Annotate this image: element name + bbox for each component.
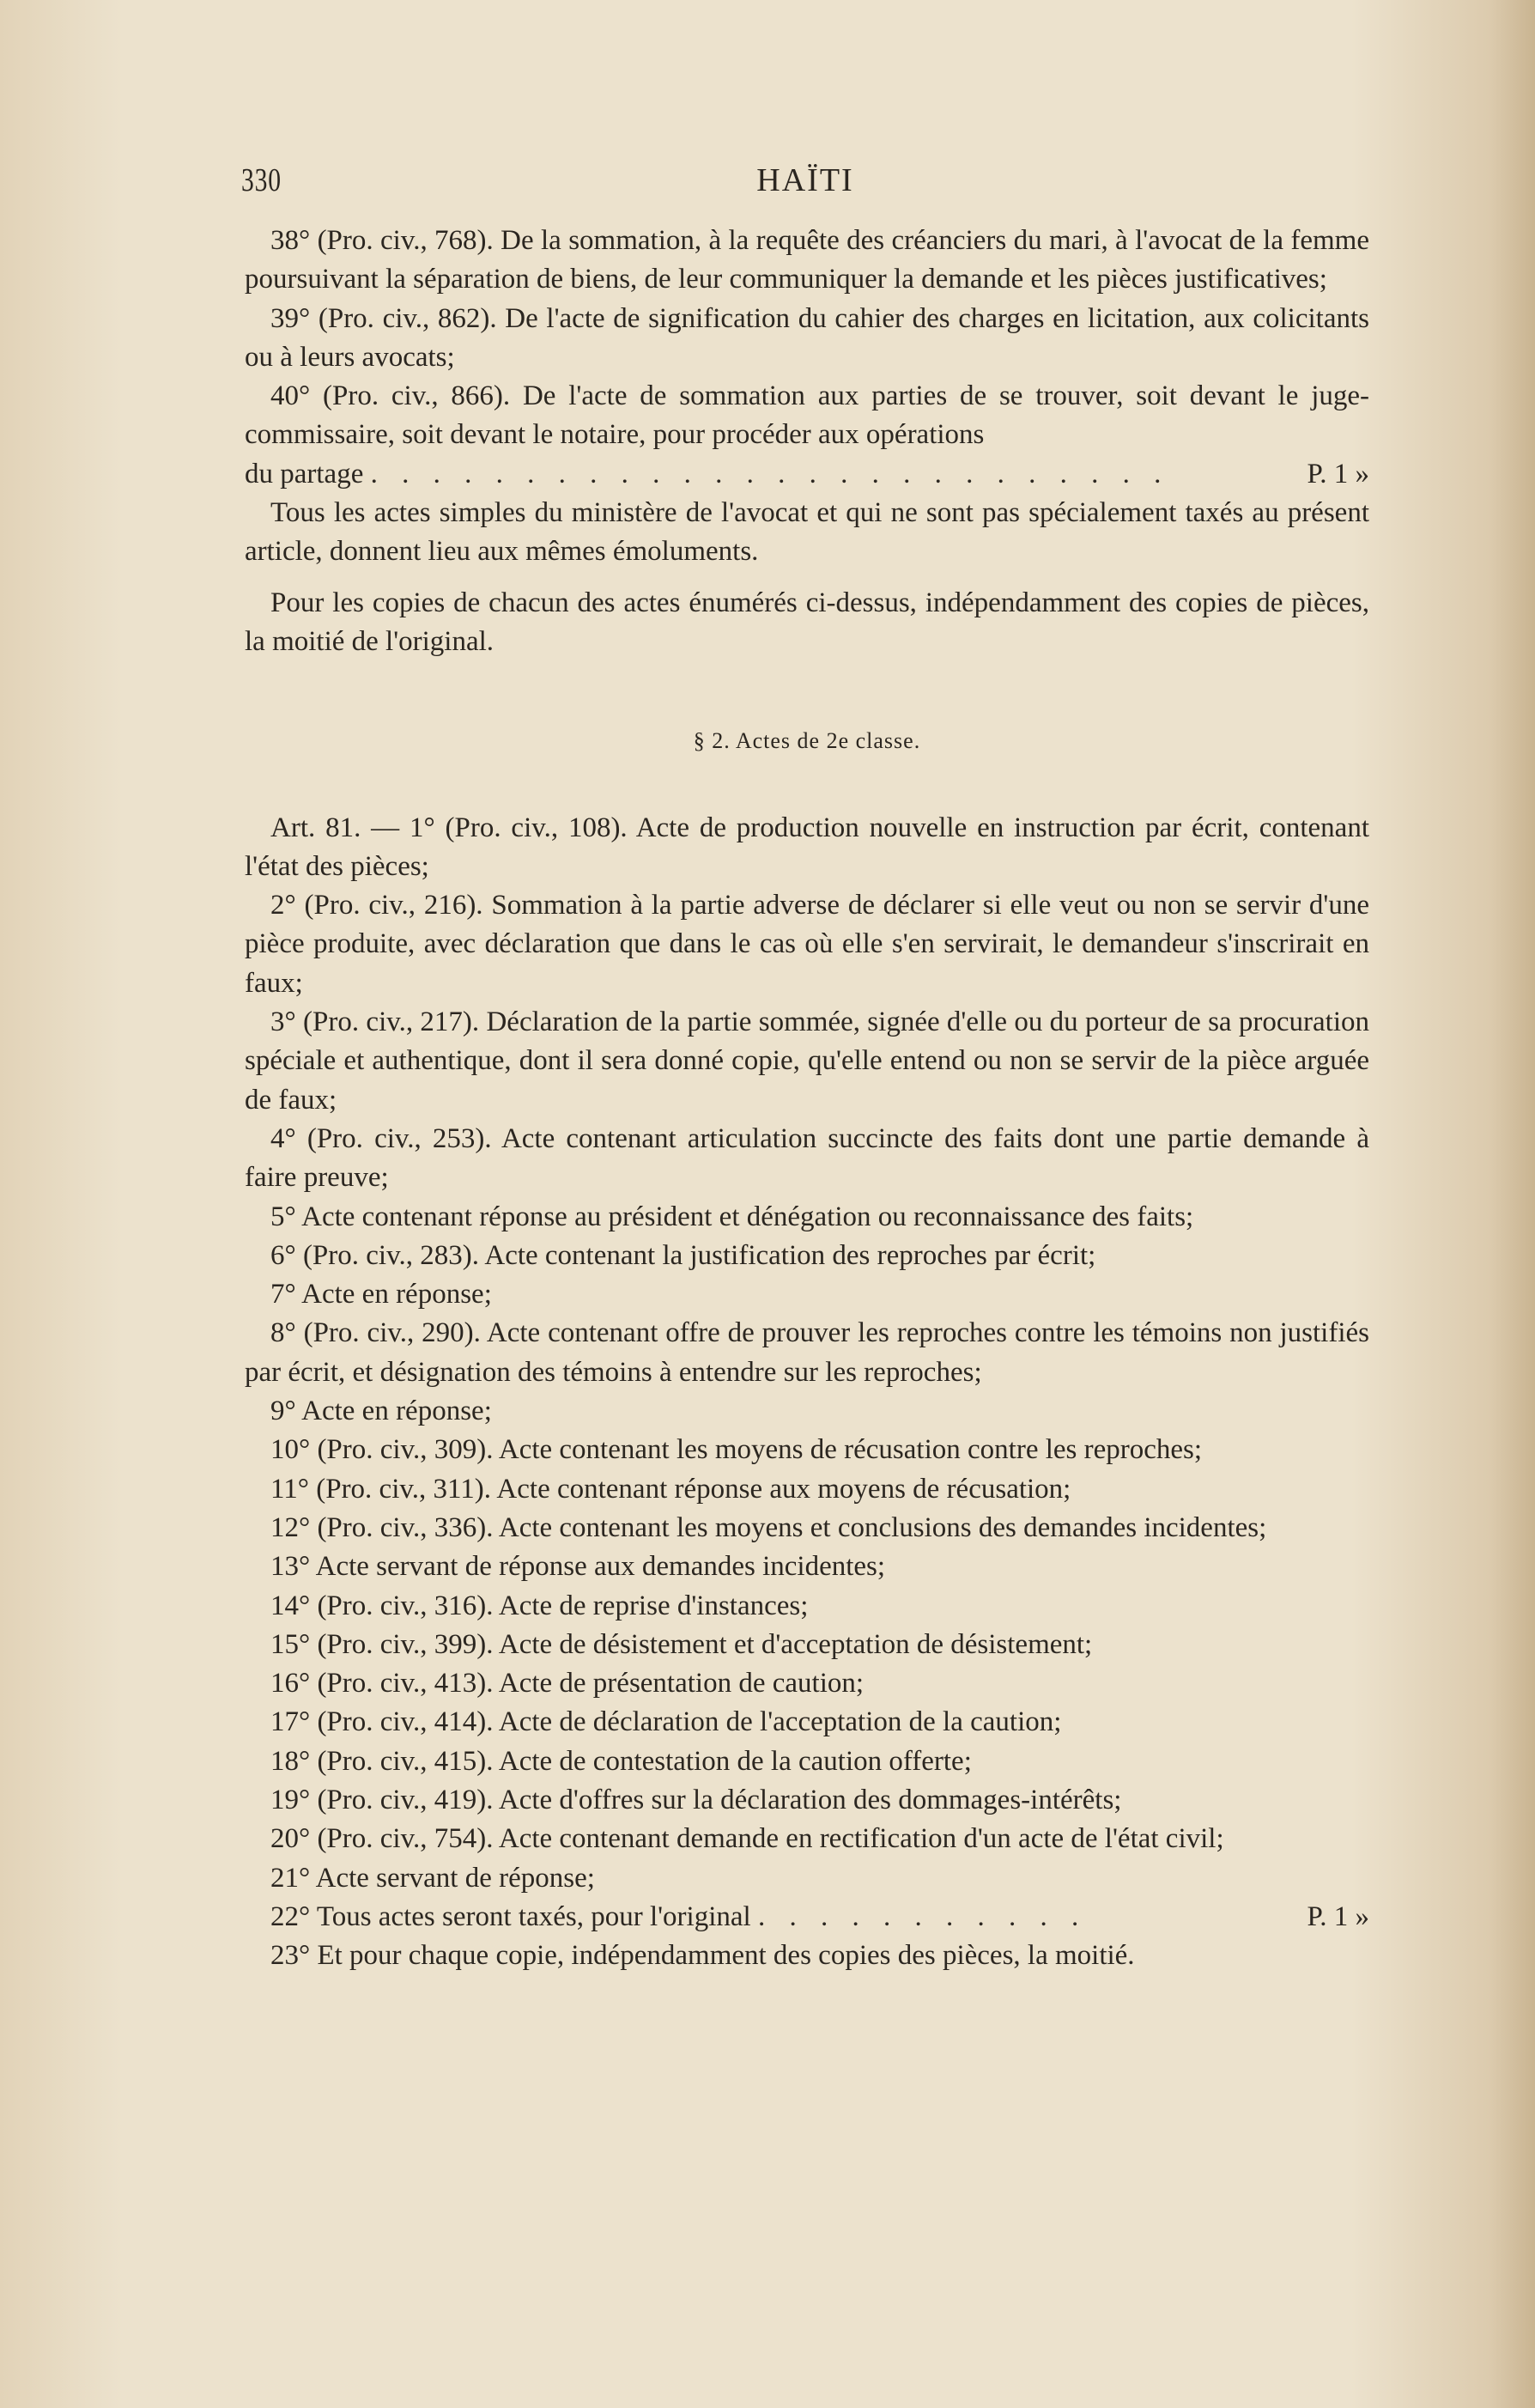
paragraph-19: 19° (Pro. civ., 419). Acte d'offres sur la déclaration des dommages-intérêts; [270,1784,1122,1815]
running-head [241,161,1369,204]
paragraph-actes-simples: Tous les actes simples du ministère de l'avocat et qui ne sont pas spécialement taxés au présent article, donnent lieu aux mêmes émoluments. [245,497,1369,568]
price: P. 1 » [1307,1900,1369,1932]
paragraph-6: 6° (Pro. civ., 283). Acte contenant la justification des reproches par écrit; [270,1239,1096,1271]
paragraph-18: 18° (Pro. civ., 415). Acte de contestation de la caution offerte; [270,1745,972,1777]
leader-dots: . . . . . . . . . . . [757,1900,1088,1932]
paragraph-3: 3° (Pro. civ., 217). Déclaration de la partie sommée, signée d'elle ou du porteur de sa procuration spéciale et authentique, dont il sera donné copie, qu'elle entend ou non se servir de la pièce arguée de faux; [245,1006,1369,1116]
paragraph-8: 8° (Pro. civ., 290). Acte contenant offre de prouver les reproches contre les témoins non justifiés par écrit, et désignation des témoins à entendre sur les reproches; [245,1317,1369,1388]
priced-line-text: 22° Tous actes seront taxés, pour l'original [270,1900,751,1932]
paragraph-16: 16° (Pro. civ., 413). Acte de présentation de caution; [270,1668,865,1700]
running-title: HAÏTI [756,162,854,198]
body-text [245,222,1369,1975]
leader-dots: . . . . . . . . . . . . . . . . . . . . . . . . . . [370,458,1170,490]
paragraph-15: 15° (Pro. civ., 399). Acte de désistement et d'acceptation de désistement; [270,1628,1093,1660]
paragraph-39: 39° (Pro. civ., 862). De l'acte de signification du cahier des charges en licitation, aux colicitants ou à leurs avocats; [245,302,1369,373]
paragraph-14: 14° (Pro. civ., 316). Acte de reprise d'instances; [270,1590,809,1621]
paragraph-12: 12° (Pro. civ., 336). Acte contenant les moyens et conclusions des demandes incidentes; [270,1511,1267,1543]
paragraph-38: 38° (Pro. civ., 768). De la sommation, à la requête des créanciers du mari, à l'avocat de la femme poursuivant la séparation de biens, de leur communiquer la demande et les pièces justificatives; [245,225,1369,295]
paragraph-4: 4° (Pro. civ., 253). Acte contenant articulation succincte des faits dont une partie demande à faire preuve; [245,1122,1369,1194]
paragraph-5: 5° Acte contenant réponse au président et dénégation ou reconnaissance des faits; [270,1201,1194,1232]
paragraph-2: 2° (Pro. civ., 216). Sommation à la partie adverse de déclarer si elle veut ou non se servir d'une pièce produite, avec déclaration que dans le cas où elle s'en servirait, le demandeur s'inscrirait en faux; [245,890,1369,999]
paragraph-art81-1: Art. 81. — 1° (Pro. civ., 108). Acte de production nouvelle en instruction par écrit, contenant l'état des pièces; [245,812,1369,882]
priced-line-text: du partage [245,458,364,490]
priced-line-partage [245,455,1369,494]
price: P. 1 » [1307,458,1369,490]
paragraph-9: 9° Acte en réponse; [270,1396,492,1427]
paragraph-13: 13° Acte servant de réponse aux demandes incidentes; [270,1551,886,1583]
paragraph-23: 23° Et pour chaque copie, indépendamment des copies des pièces, la moitié. [270,1940,1135,1972]
paragraph-17: 17° (Pro. civ., 414). Acte de déclaration de l'acceptation de la caution; [270,1706,1062,1738]
page-number: 330 [241,162,282,198]
paragraph-copies: Pour les copies de chacun des actes énumérés ci-dessus, indépendamment des copies de pièces, la moitié de l'original. [245,587,1369,657]
paragraph-21: 21° Acte servant de réponse; [270,1862,595,1894]
priced-line-original [245,1898,1369,1937]
paragraph-7: 7° Acte en réponse; [270,1279,492,1310]
paragraph-40: 40° (Pro. civ., 866). De l'acte de sommation aux parties de se trouver, soit devant le juge-commissaire, soit devant le notaire, pour procéder aux opérations [245,380,1369,451]
paragraph-20: 20° (Pro. civ., 754). Acte contenant demande en rectification d'un acte de l'état civil; [270,1823,1224,1855]
paragraph-11: 11° (Pro. civ., 311). Acte contenant réponse aux moyens de récusation; [270,1473,1071,1505]
section-heading: § 2. Actes de 2e classe. [693,728,921,754]
paragraph-10: 10° (Pro. civ., 309). Acte contenant les moyens de récusation contre les reproches; [270,1434,1203,1466]
